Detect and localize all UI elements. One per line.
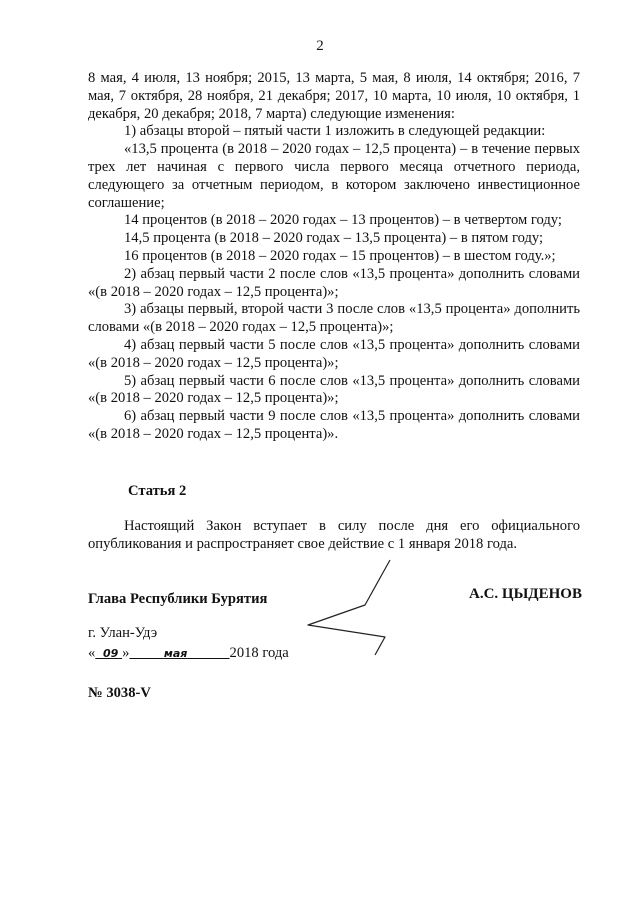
page-number: 2 [316,38,324,54]
signing-date [88,645,289,662]
paragraph: 14 процентов (в 2018 – 2020 годах – 13 процентов) – в четвертом году; [124,212,562,229]
paragraph: «13,5 процента (в 2018 – 2020 годах – 12,5 процента) – в течение первых трех лет начиная с первого числа первого месяца отчетного периода, следующего за отчетным периодом, в котором заключено инвестиционное соглашение; [88,141,580,211]
paragraph: 16 процентов (в 2018 – 2020 годах – 15 процентов) – в шестом году.»; [124,247,556,264]
date-close-quote: » [122,645,130,661]
paragraph: 8 мая, 4 июля, 13 ноября; 2015, 13 марта, 5 мая, 8 июля, 14 октября; 2016, 7 мая, 7 октября, 28 ноября, 21 декабря; 2017, 10 марта, 10 июля, 10 октября, 1 декабря, 20 декабря; 2018, 7 марта) следующие изменения: [88,70,580,122]
city: г. Улан-Удэ [88,625,158,641]
paragraph: 14,5 процента (в 2018 – 2020 годах – 13,5 процента) – в пятом году; [124,230,544,247]
signer-title: Глава Республики Бурятия [88,591,268,607]
date-open-quote: « [88,645,96,661]
paragraph: 6) абзац первый части 9 после слов «13,5 процента» дополнить словами «(в 2018 – 2020 годах – 12,5 процента)». [88,408,580,442]
paragraph: 1) абзацы второй – пятый части 1 изложить в следующей редакции: [124,123,546,140]
date-month: мая [163,647,188,660]
body-text [88,70,580,444]
date-year: 2018 года [229,645,289,661]
article-heading: Статья 2 [128,483,187,499]
paragraph: 2) абзац первый части 2 после слов «13,5 процента» дополнить словами «(в 2018 – 2020 годах – 12,5 процента)»; [88,265,580,300]
signature-mark [300,555,400,665]
signer-name: А.С. ЦЫДЕНОВ [469,586,582,602]
paragraph: 4) абзац первый части 5 после слов «13,5 процента» дополнить словами «(в 2018 – 2020 годах – 12,5 процента)»; [88,336,580,371]
paragraph: 3) абзацы первый, второй части 3 после слов «13,5 процента» дополнить словами «(в 2018 – 2020 годах – 12,5 процента)»; [88,301,580,336]
document-number: № 3038-V [88,685,151,701]
paragraph: 5) абзац первый части 6 после слов «13,5 процента» дополнить словами «(в 2018 – 2020 годах – 12,5 процента)»; [88,372,580,407]
date-day: 09 [102,647,119,660]
article-text: Настоящий Закон вступает в силу после дня его официального опубликования и распространяет свое действие с 1 января 2018 года. [88,518,580,552]
